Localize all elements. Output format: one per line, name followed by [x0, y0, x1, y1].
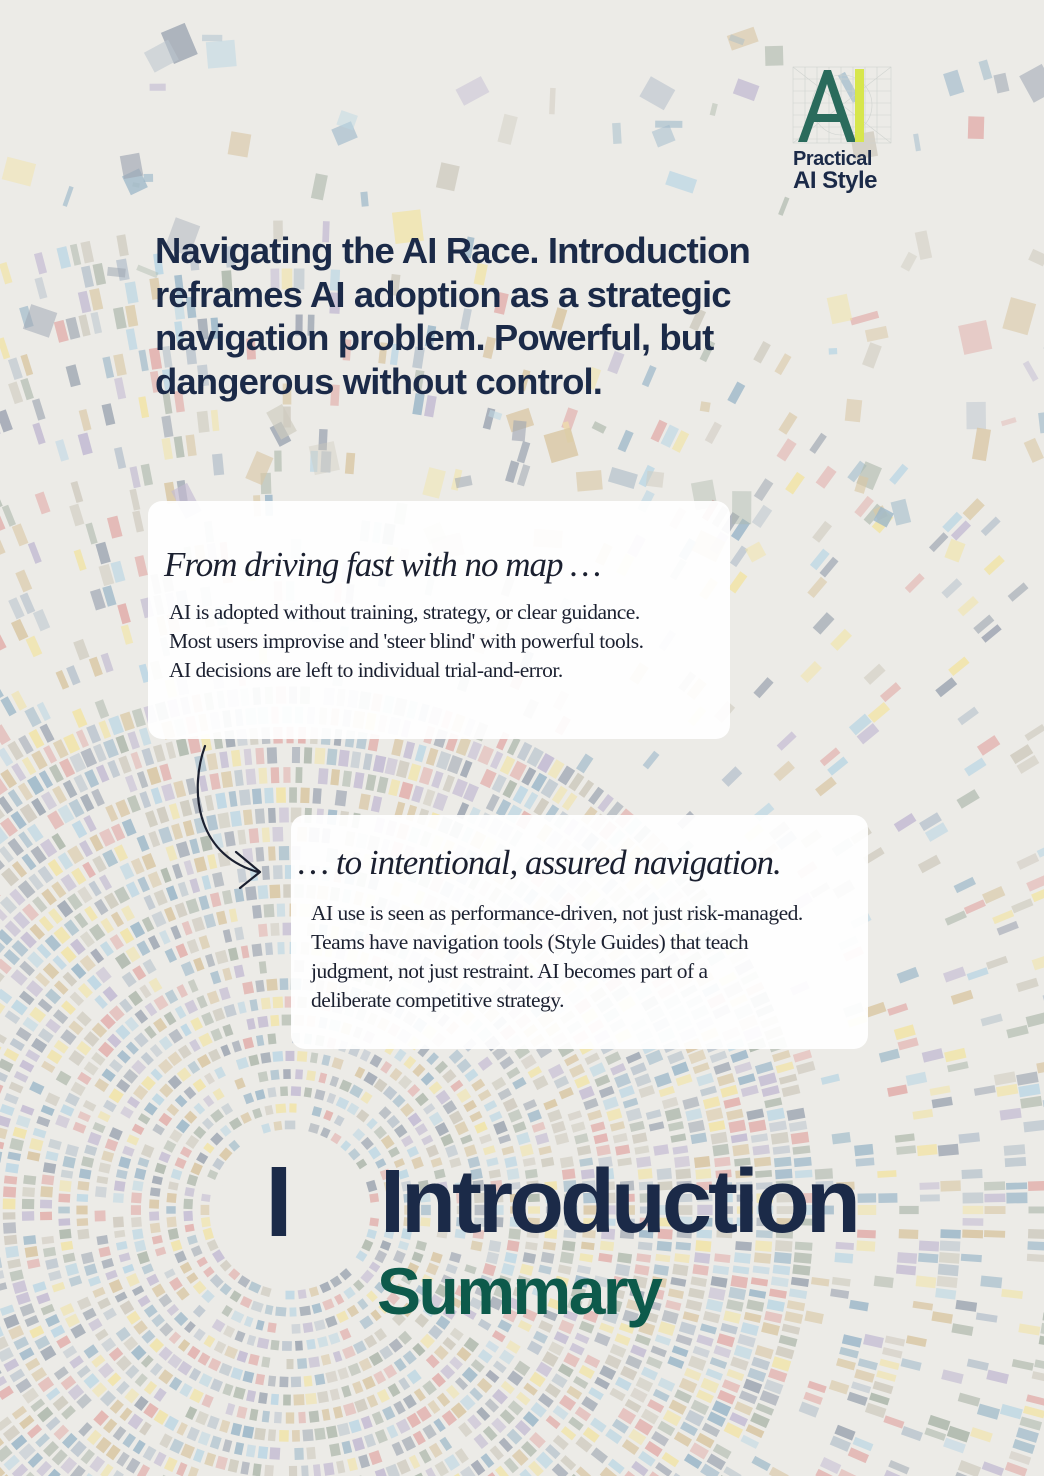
- logo-wordmark-line2: AI Style: [793, 167, 878, 194]
- to-card-line: deliberate competitive strategy.: [311, 988, 565, 1012]
- to-card-line: judgment, not just restraint. AI becomes part of a: [311, 959, 708, 983]
- ai-monogram-icon: [792, 66, 892, 144]
- from-card-body: [169, 598, 724, 685]
- from-card-heading: From driving fast with no map …: [164, 545, 601, 584]
- logo-wordmark-line1: Practical: [793, 148, 872, 170]
- to-card-heading: … to intentional, assured navigation.: [298, 843, 781, 882]
- page-headline: Navigating the AI Race. Introduction reframes AI adoption as a strategic navigation problem. Powerful, but dangerous without control.: [155, 230, 750, 402]
- to-card: [291, 815, 868, 1049]
- section-subtitle: Summary: [377, 1254, 661, 1328]
- from-card-line: AI decisions are left to individual trial-and-error.: [169, 658, 563, 682]
- to-card-line: Teams have navigation tools (Style Guides) that teach: [311, 930, 749, 954]
- curved-arrow-icon: [186, 742, 276, 892]
- from-card-line: AI is adopted without training, strategy, or clear guidance.: [169, 600, 640, 624]
- to-card-line: AI use is seen as performance-driven, not just risk-managed.: [311, 901, 803, 925]
- practical-ai-style-logo: [792, 66, 896, 194]
- section-title: Introduction: [380, 1152, 857, 1252]
- from-card-line: Most users improvise and 'steer blind' with powerful tools.: [169, 629, 644, 653]
- from-card: [148, 501, 730, 739]
- to-card-body: [311, 899, 859, 1015]
- section-numeral: I: [265, 1146, 293, 1258]
